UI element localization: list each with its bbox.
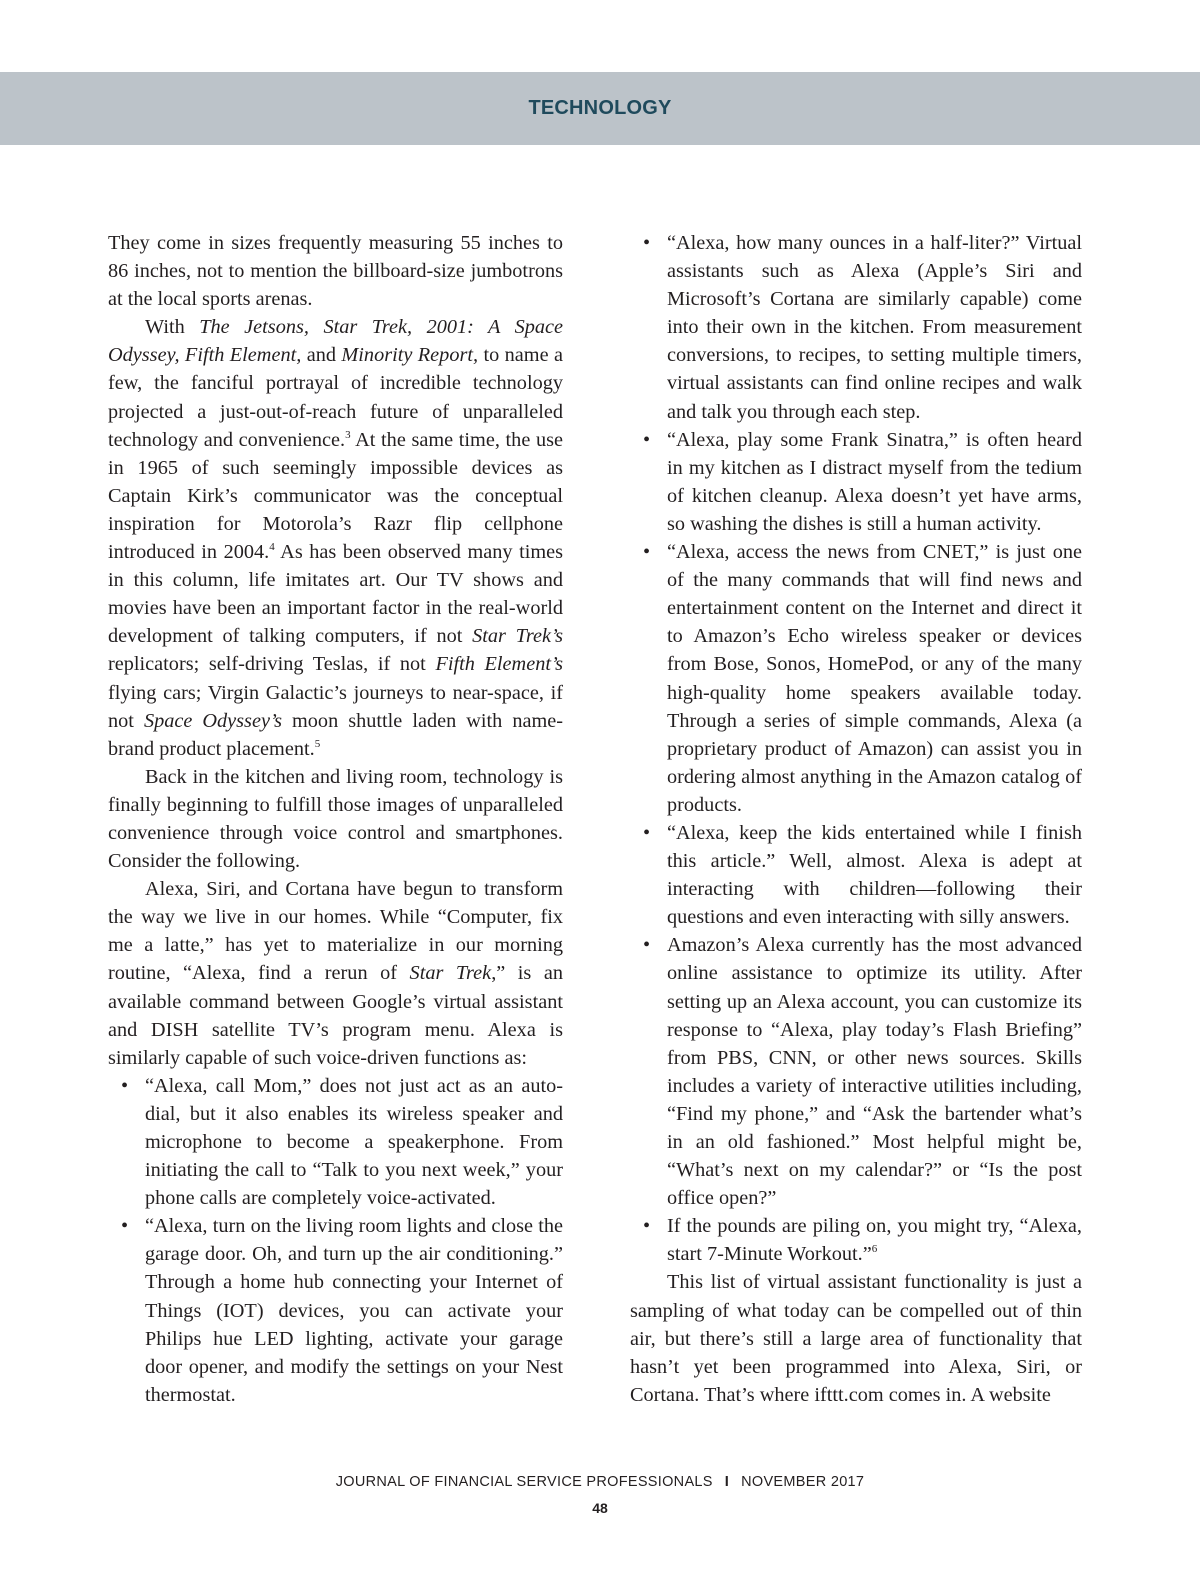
list-item: • Amazon’s Alexa currently has the most advanced online assistance to optimize its utility. After setting up an Alexa account, you can customize its response to “Alexa, play today’s Flash Briefing” from PBS, CNN, or other news sources. Skills includes a variety of interactive utilities including, “Find my phone,” and “Ask the bartender what’s in an old fashioned.” Most helpful might be, “What’s next on my calendar?” or “Is the post office open?” <box>667 931 1082 1212</box>
bullet-icon: • <box>643 428 651 451</box>
list-item: • If the pounds are piling on, you might try, “Alexa, start 7-Minute Workout.”$^6$ <box>667 1212 1082 1268</box>
section-header-band <box>0 72 1200 145</box>
footnote-ref: 4 <box>269 541 275 554</box>
footer <box>0 1474 1200 1490</box>
bullet-icon: • <box>643 821 651 844</box>
page-number: 48 <box>592 1500 608 1516</box>
right-column <box>630 229 1082 1409</box>
list-item: • “Alexa, call Mom,” does not just act as an auto-dial, but it also enables its wireless speaker and microphone to become a speakerphone. From initiating the call to “Talk to you next week,” your phone calls are completely voice-activated. <box>145 1072 563 1212</box>
bullet-icon: • <box>121 1215 129 1238</box>
paragraph: This list of virtual assistant functionality is just a sampling of what today can be compelled out of thin air, but there’s still a large area of functionality that hasn’t yet been programmed into Alexa, Siri, or Cortana. That’s where ifttt.com comes in. A website <box>630 1271 1082 1406</box>
paragraph: Alexa, Siri, and Cortana have begun to transform the way we live in our homes. While “Computer, fix me a latte,” has yet to materialize in our morning routine, “Alexa, find a rerun of Star Trek,” is an available command between Google’s virtual assistant and DISH satellite TV’s program menu. Alexa is similarly capable of such voice-driven functions as: <box>108 878 563 1069</box>
list-item: • “Alexa, turn on the living room lights and close the garage door. Oh, and turn up the air conditioning.” Through a home hub connecting your Internet of Things (IOT) devices, you can activate your Philips hue LED lighting, activate your garage door opener, and modify the settings on your Nest thermostat. <box>145 1212 563 1409</box>
issue-date: NOVEMBER 2017 <box>741 1474 865 1490</box>
bullet-icon: • <box>121 1074 129 1097</box>
journal-name: JOURNAL OF FINANCIAL SERVICE PROFESSIONALS <box>335 1474 713 1490</box>
list-item: • “Alexa, keep the kids entertained while I finish this article.” Well, almost. Alexa is adept at interacting with children—following their questions and even interacting with silly answers. <box>667 819 1082 931</box>
footnote-ref: 5 <box>314 737 321 750</box>
bullet-icon: • <box>643 934 651 957</box>
list-item: • “Alexa, access the news from CNET,” is just one of the many commands that will find news and entertainment content on the Internet and direct it to Amazon’s Echo wireless speaker or devices from Bose, Sonos, HomePod, or any of the many high-quality home speakers available today. Through a series of simple commands, Alexa (a proprietary product of Amazon) can assist you in ordering almost anything in the Amazon catalog of products. <box>667 538 1082 819</box>
left-column <box>108 229 563 1409</box>
footnote-ref: 3 <box>345 428 351 441</box>
footer-separator: I <box>724 1474 730 1490</box>
list-item: • “Alexa, how many ounces in a half-liter?” Virtual assistants such as Alexa (Apple’s Siri and Microsoft’s Cortana are similarly capable) come into their own in the kitchen. From measurement conversions, to recipes, to setting multiple timers, virtual assistants can find online recipes and walk and talk you through each step. <box>667 229 1082 426</box>
bullet-list <box>108 1072 563 1409</box>
paragraph: Back in the kitchen and living room, technology is finally beginning to fulfill those images of unparalleled convenience through voice control and smartphones. Consider the following. <box>108 765 563 873</box>
section-title: TECHNOLOGY <box>528 97 672 119</box>
paragraph: They come in sizes frequently measuring 55 inches to 86 inches, not to mention the billboard-size jumbotrons at the local sports arenas. <box>108 232 563 311</box>
footnote-ref: 6 <box>871 1243 878 1256</box>
paragraph: With The Jetsons, Star Trek, 2001: A Space Odyssey, Fifth Element, and Minority Report, to name a few, the fanciful portrayal of incredible technology projected a just-out-of-reach future of unparalleled technology and convenience.$^3$ At the same time, the use in 1965 of such seemingly impossible devices as Captain Kirk’s communicator was the conceptual inspiration for Motorola’s Razr flip cellphone introduced in 2004.$^4$ As has been observed many times in this column, life imitates art. Our TV shows and movies have been an important factor in the real-world development of talking computers, if not Star Trek’s replicators; self-driving Teslas, if not Fifth Element’s flying cars; Virgin Galactic’s journeys to near-space, if not Space Odyssey’s moon shuttle laden with name-brand product placement.$^5$ <box>108 316 564 760</box>
bullet-list <box>630 229 1082 1268</box>
bullet-icon: • <box>643 1215 651 1238</box>
bullet-icon: • <box>643 541 651 564</box>
bullet-icon: • <box>643 232 651 254</box>
list-item: • “Alexa, play some Frank Sinatra,” is often heard in my kitchen as I distract myself from the tedium of kitchen cleanup. Alexa doesn’t yet have arms, so washing the dishes is still a human activity. <box>667 426 1082 538</box>
